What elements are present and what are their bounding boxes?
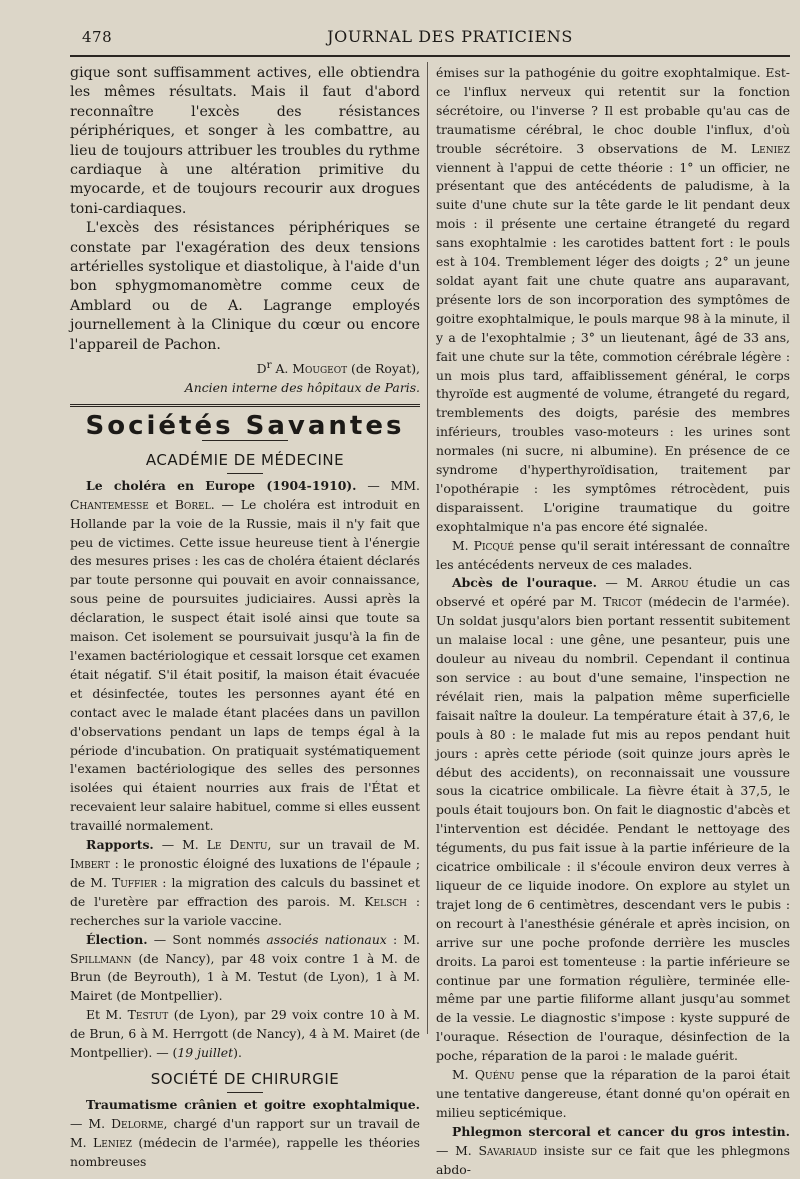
election-end: ). xyxy=(233,1045,242,1061)
abces-author-2: Tricot xyxy=(603,594,642,610)
trauma-mid-2: , chargé d'un rapport sur un travail de M. xyxy=(70,1115,420,1150)
phlegmon-author: Savariaud xyxy=(478,1142,538,1158)
chirurgie-heading: SOCIÉTÉ DE CHIRURGIE xyxy=(150,1069,340,1088)
election-paragraph-1 xyxy=(70,931,420,1007)
cholera-authors-pre: — MM. xyxy=(356,477,420,493)
election-mid-1: — Sont nommés xyxy=(147,931,267,947)
cholera-author-2: Borel xyxy=(174,496,211,512)
election-author-1: Spillmann xyxy=(70,950,132,966)
election-text-1: (de Nancy), par 48 voix contre 1 à M. de Brun (de Beyrouth), 1 à M. Testut (de Lyon), 1 à M. Mairet (de Montpellier). xyxy=(70,950,420,1004)
cholera-and: et xyxy=(148,496,175,512)
trauma-mid-1: — M. xyxy=(70,1115,112,1131)
section-rule xyxy=(70,404,420,407)
trauma-text: (médecin de l'armée), rappelle les théories nombreuses xyxy=(70,1134,420,1169)
rapports-mid-3: : le pronostic éloigné des luxations de l'épaule ; de M. xyxy=(70,855,420,890)
section-title: Sociétés Savantes xyxy=(85,411,405,442)
left-column xyxy=(70,64,420,1171)
author-title: Ancien interne des hôpitaux de Paris. xyxy=(184,380,420,396)
rapports-author-3: Tuffier xyxy=(111,874,158,890)
rapports-mid-2: , sur un travail de M. xyxy=(267,837,420,853)
trauma-continuation xyxy=(436,64,790,537)
rapports-paragraph xyxy=(70,836,420,931)
picque-text: pense qu'il serait intéressant de connaître les antécédents nerveux de ces malades. xyxy=(436,537,790,572)
abces-paragraph xyxy=(436,574,790,1066)
intro-paragraph-2: L'excès des résistances périphériques se constate par l'exagération des deux tensions artérielles systolique et diastolique, à l'aide d'un bon sphygmomanomètre comme ceux de Amblard ou de A. Lagrange employés journellement à la Clinique du cœur ou encore l'appareil de Pachon. xyxy=(70,220,420,353)
picque-pre: M. xyxy=(452,537,474,553)
signature-place: (de Royat), xyxy=(347,361,420,377)
signature-name: A. Mougeot xyxy=(271,361,348,377)
trauma-cont-author: Leniez xyxy=(750,140,790,156)
academie-heading: ACADÉMIE DE MÉDECINE xyxy=(145,450,345,469)
rapports-author-1: Le Dentu xyxy=(206,837,268,853)
trauma-cont-1: émises sur la pathogénie du goitre exophtalmique. Est-ce l'influx nerveux qui retentit sur la fonction sécrétoire, ou l'inverse ? Il est probable qu'au cas de traumatisme cérébral, le choc double l'influx, d'où trouble sécrétoire. 3 observations de M. xyxy=(436,65,790,156)
election-lead: Élection. xyxy=(86,931,148,947)
cholera-paragraph xyxy=(70,477,420,836)
phlegmon-mid-1: — M. xyxy=(436,1142,479,1158)
trauma-paragraph xyxy=(70,1096,420,1172)
cholera-text: . — Le choléra est introduit en Hollande par la voie de la Russie, mais il n'y fait que peu de victimes. Cette issue heureuse tient à l'énergie des mesures prises : les cas de choléra étaient déclarés par toute personne qui pouvait en avoir connaissance, sous peine de poursuites judiciaires. Aussi après la déclaration, le suspect était isolé ainsi que toute sa maison. Cet isolement se poursuivait jusqu'à la fin de l'examen bactériologique et cessait lorsque cet examen était négatif. S'il était positif, la maison était évacuée et désinfectée, toutes les personnes ayant été en contact avec le malade étant placées dans un pavillon d'observations pendant un laps de temps égal à la période d'incubation. On pratiquait systématiquement l'examen bactériologique des selles des personnes isolées qui étaient nourries aux frais de l'État et recevaient leur salaire habituel, comme si elles eussent travaillé normalement. xyxy=(70,496,420,834)
rapports-mid-1: — M. xyxy=(153,837,207,853)
header-rule xyxy=(70,55,790,57)
chirurgie-heading-rule xyxy=(227,1092,263,1093)
quenu-pre: M. xyxy=(452,1067,475,1083)
picque-paragraph xyxy=(436,537,790,575)
rapports-mid-5: : recherches sur la variole vaccine. xyxy=(70,893,420,928)
quenu-paragraph xyxy=(436,1066,790,1123)
rapports-author-4: Kelsch xyxy=(364,893,408,909)
election-paragraph-2 xyxy=(70,1006,420,1063)
intro-paragraph-1: gique sont suffisamment actives, elle obtiendra les mêmes résultats. Mais il faut d'abord reconnaître l'excès des résistances périphériques, et songer à les combattre, au lieu de toujours attribuer les troubles du rythme cardiaque à une altération primitive du myocarde, et de toujours recourir aux drogues toni-cardiaques. xyxy=(70,65,420,217)
election-p2-pre: Et M. xyxy=(86,1007,128,1023)
quenu-author: Quénu xyxy=(474,1067,515,1083)
abces-author-1: Arrou xyxy=(651,575,689,591)
election-author-2: Testut xyxy=(127,1007,169,1023)
running-head: JOURNAL DES PRATICIENS xyxy=(327,27,573,46)
academie-heading-rule xyxy=(227,473,263,474)
cholera-lead: Le choléra en Europe (1904-1910). xyxy=(86,477,357,493)
phlegmon-text: insiste sur ce fait que les phlegmons abdo- xyxy=(436,1142,790,1177)
abces-mid-2: étudie un cas observé et opéré par M. xyxy=(436,575,790,610)
abces-mid-1: — M. xyxy=(596,575,652,591)
quenu-text: pense que la réparation de la paroi était une tentative dangereuse, étant donné qu'on opérait en milieu septicémique. xyxy=(436,1067,790,1120)
election-text-2: (de Lyon), par 29 voix contre 10 à M. de Brun, 6 à M. Herrgott (de Nancy), 4 à M. Mairet (de Montpellier). — ( xyxy=(70,1007,420,1061)
abces-lead: Abcès de l'ouraque. xyxy=(452,575,597,591)
trauma-lead: Traumatisme crânien et goitre exophtalmique. xyxy=(86,1096,420,1112)
rapports-author-2: Imbert xyxy=(70,855,110,871)
trauma-cont-2: viennent à l'appui de cette théorie : 1° un officier, ne présentant que des antécédents de paludisme, à la suite d'une chute sur la tête garde le lit pendant deux mois : il présente une certaine étrangeté du regard sans exophtalmie : les carotides battent fort : le pouls est à 104. Tremblement léger des doigts ; 2° un jeune soldat ayant fait une chute quatre ans auparavant, présente lors de son incorporation des symptômes de goitre exophtalmique, le pouls marque 98 à la minute, il y a de l'exophtalmie ; 3° un lieutenant, âgé de 33 ans, fait une chute sur la tête, commotion cérébrale légère : un mois plus tard, affaiblissement général, le corps thyroïde est augmenté de volume, étrangeté du regard, tremblements des doigts, parésie des membres inférieurs, troubles vaso-moteurs : les urines sont normales (ni sucre, ni albumine). En présence de ce syndrome d'hyperthyroïdisation, traitement par l'opothérapie : les symptômes rétrocèdent, puis disparaissent. L'origine traumatique du goitre exophtalmique n'a pas encore été signalée. xyxy=(436,159,790,534)
abces-text: (médecin de l'armée). Un soldat jusqu'alors bien portant ressentit subitement un malaise local : une gêne, une pesanteur, puis une douleur au niveau du nombril. Cependant il continua son service : au bout d'une semaine, l'inspection ne révélait rien, mais la palpation même superficielle faisait naître la douleur. La température était à 37,6, le pouls à 80 : le malade fut mis au repos pendant huit jours : après cette période (soit quinze jours après le début des accidents), on reconnaissait une voussure sous la cicatrice ombilicale. La fièvre était à 37,5, le pouls était toujours bon. On fait le diagnostic d'abcès et l'intervention est décidée. Pendant le nettoyage des téguments, du pus fait issue à la partie inférieure de la cicatrice ombilicale : il s'écoule environ deux verres à liqueur de ce liquide inodore. On explore au stylet un trajet long de 6 centimètres, descendant vers le pubis : on recourt à l'anesthésie générale et après incision, on arrive sur une poche profonde derrière les muscles droits. La paroi est tomenteuse : la partie inférieure se continue par une formation régulière, terminée elle-même par une partie filiforme allant jusqu'au sommet de la vessie. Le diagnostic s'impose : kyste suppuré de l'ouraque. Résection de l'ouraque, désinfection de la poche, réparation de la paroi : le malade guérit. xyxy=(436,594,790,1064)
trauma-author-2: Leniez xyxy=(92,1134,133,1150)
phlegmon-paragraph xyxy=(436,1123,790,1179)
phlegmon-lead: Phlegmon stercoral et cancer du gros intestin. xyxy=(452,1123,790,1139)
rapports-lead: Rapports. xyxy=(86,837,154,853)
signature-sup: r xyxy=(266,359,272,372)
column-divider xyxy=(427,62,428,1034)
picque-author: Picqué xyxy=(473,537,514,553)
rapports-mid-4: : la migration des calculs du bassinet et de l'uretère par effraction des parois. M. xyxy=(70,874,420,909)
right-column xyxy=(436,64,790,1179)
election-associes: associés nationaux xyxy=(266,931,387,947)
page-number: 478 xyxy=(82,28,113,46)
trauma-author-1: Delorme xyxy=(111,1115,164,1131)
author-signature xyxy=(70,356,420,379)
election-mid-2: : M. xyxy=(386,931,420,947)
cholera-author-1: Chantemesse xyxy=(70,496,149,512)
election-date: 19 juillet xyxy=(177,1045,234,1061)
signature-prefix: D xyxy=(256,361,267,377)
